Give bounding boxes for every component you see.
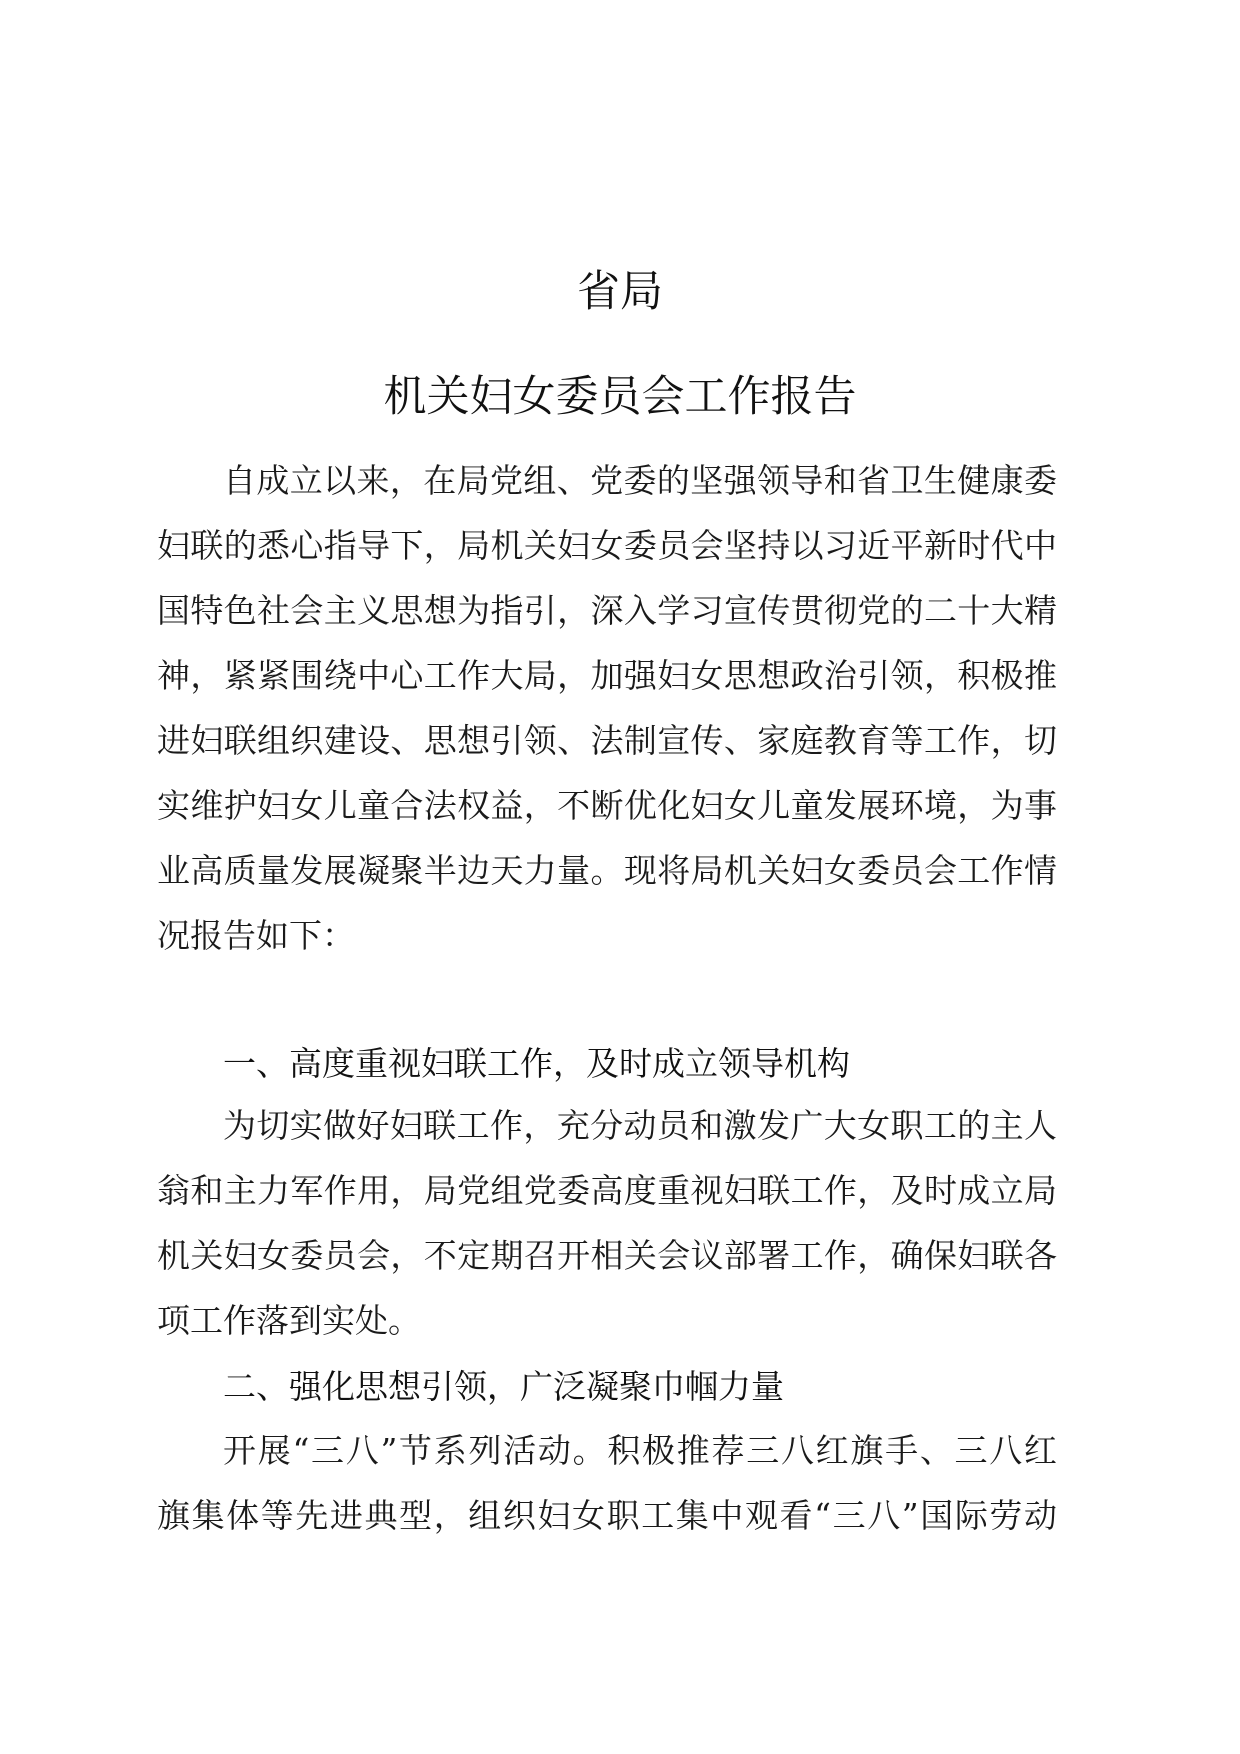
paragraph-line: 况报告如下： xyxy=(157,916,355,955)
paragraph-line: 实维护妇女儿童合法权益，不断优化妇女儿童发展环境，为事 xyxy=(157,786,1057,825)
paragraph-line: 妇联的悉心指导下，局机关妇女委员会坚持以习近平新时代中 xyxy=(157,526,1057,565)
paragraph-line: 翁和主力军作用，局党组党委高度重视妇联工作，及时成立局 xyxy=(157,1171,1057,1210)
intro-paragraph xyxy=(157,448,1057,968)
paragraph-line: 进妇联组织建设、思想引领、法制宣传、家庭教育等工作，切 xyxy=(157,721,1057,760)
document-title-line-2: 机关妇女委员会工作报告 xyxy=(383,372,857,422)
paragraph-line: 业高质量发展凝聚半边天力量。现将局机关妇女委员会工作情 xyxy=(157,851,1057,890)
section-2-paragraph xyxy=(157,1418,1057,1548)
document-title-line-1: 省局 xyxy=(577,267,663,317)
paragraph-line: 国特色社会主义思想为指引，深入学习宣传贯彻党的二十大精 xyxy=(157,591,1057,630)
paragraph-line: 开展“三八”节系列活动。积极推荐三八红旗手、三八红 xyxy=(223,1431,1057,1470)
paragraph-line: 旗集体等先进典型，组织妇女职工集中观看“三八”国际劳动 xyxy=(157,1496,1057,1535)
paragraph-line: 神，紧紧围绕中心工作大局，加强妇女思想政治引领，积极推 xyxy=(157,656,1057,695)
paragraph-line: 为切实做好妇联工作，充分动员和激发广大女职工的主人 xyxy=(223,1106,1057,1145)
paragraph-line: 自成立以来，在局党组、党委的坚强领导和省卫生健康委 xyxy=(223,461,1057,500)
paragraph-line: 项工作落到实处。 xyxy=(157,1301,421,1340)
section-2-heading: 二、强化思想引领，广泛凝聚巾帼力量 xyxy=(223,1367,784,1406)
section-1-paragraph xyxy=(157,1093,1057,1353)
section-1-heading: 一、高度重视妇联工作，及时成立领导机构 xyxy=(223,1044,850,1083)
paragraph-line: 机关妇女委员会，不定期召开相关会议部署工作，确保妇联各 xyxy=(157,1236,1057,1275)
